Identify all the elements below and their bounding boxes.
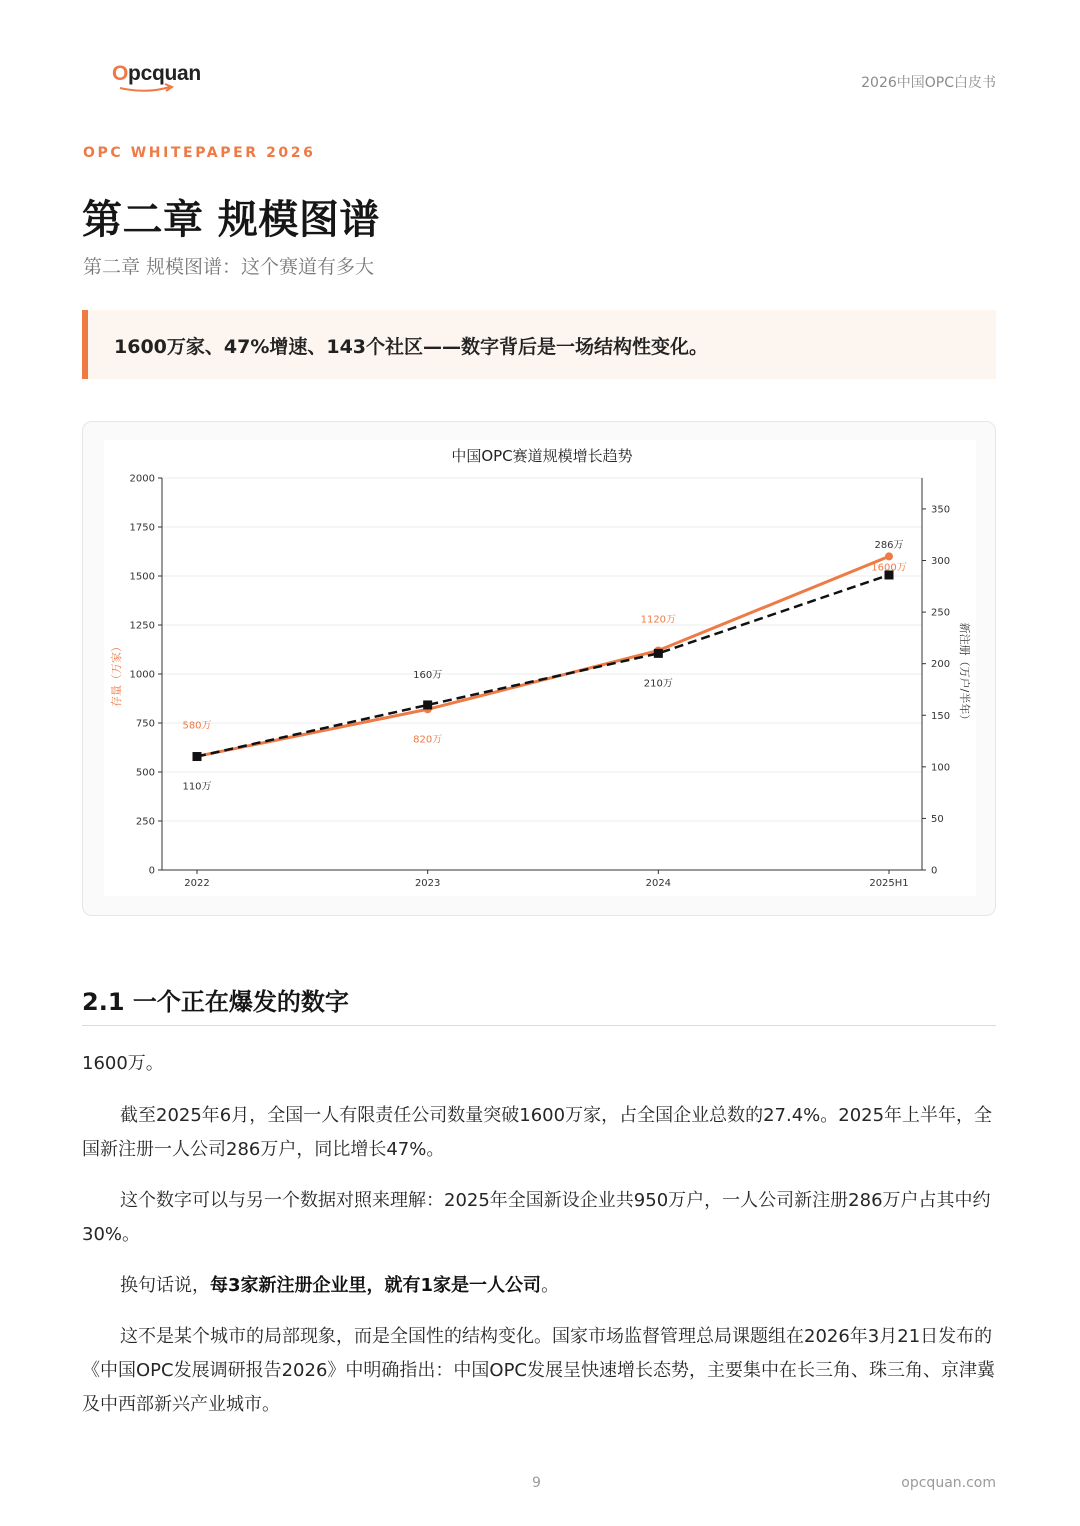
new-reg-point [654,649,663,658]
brand-logo[interactable]: Opcquan [112,62,201,85]
logo-swoosh-icon [118,82,178,94]
paragraph-2: 截至2025年6月，全国一人有限责任公司数量突破1600万家，占全国企业总数的27.4%。2025年上半年，全国新注册一人公司286万户，同比增长47%。 [82,1105,993,1160]
new-reg-data-label: 160万 [413,669,443,681]
y-right-tick-label: 350 [931,504,951,516]
new-reg-data-label: 286万 [874,539,904,551]
page-number: 9 [532,1475,541,1491]
series-stock-line [197,556,889,756]
new-reg-point [193,752,202,761]
stock-point [885,552,893,560]
paragraph-4: 换句话说，每3家新注册企业里，就有1家是一人公司。 [120,1275,560,1296]
growth-line-chart [104,440,976,896]
y-right-tick-label: 250 [931,607,951,619]
y-right-axis-label: 新注册（万户/半年） [958,622,971,726]
x-tick-label: 2023 [414,878,441,889]
stock-data-label: 1120万 [640,614,677,626]
y-right-tick-label: 50 [931,813,944,825]
y-left-tick-label: 2000 [129,473,155,485]
document-title: 2026中国OPC白皮书 [861,75,996,91]
highlight-text: 每3家新注册企业里，就有1家是一人公司 [210,1275,542,1296]
chapter-subtitle: 第二章 规模图谱：这个赛道有多大 [83,256,375,278]
y-left-tick-label: 500 [135,767,155,779]
y-left-tick-label: 1250 [129,620,155,632]
chart-title: 中国OPC赛道规模增长趋势 [451,447,633,465]
paragraph-5: 这不是某个城市的局部现象，而是全国性的结构变化。国家市场监督管理总局课题组在2026年3月21日发布的《中国OPC发展调研报告2026》中明确指出：中国OPC发展呈快速增长态势，主要集中在长三角、珠三角、京津冀及中西部新兴产业城市。 [82,1326,995,1415]
y-left-axis-label: 存量（万家） [110,641,123,707]
chart-area [104,440,976,896]
paragraph-3: 这个数字可以与另一个数据对照来理解：2025年全国新设企业共950万户，一人公司新注册286万户占其中约30%。 [82,1190,991,1245]
y-left-tick-label: 0 [148,865,155,877]
new-reg-data-label: 210万 [643,678,673,690]
y-left-tick-label: 250 [135,816,155,828]
y-left-tick-label: 1750 [129,522,155,534]
y-right-tick-label: 300 [931,556,951,568]
key-stats-callout [82,310,996,379]
stock-data-label: 820万 [413,734,443,746]
chapter-eyebrow: OPC WHITEPAPER 2026 [83,145,316,161]
series-new-reg-line [197,575,889,757]
page-header [82,58,996,98]
x-tick-label: 2025H1 [869,878,909,889]
y-right-tick-label: 0 [931,865,938,877]
section-divider [82,1025,996,1026]
stock-data-label: 580万 [182,720,212,732]
paragraph-1: 1600万。 [82,1053,164,1074]
y-left-tick-label: 1500 [129,571,155,583]
y-right-tick-label: 200 [931,659,951,671]
y-right-tick-label: 150 [931,710,951,722]
chart-card [82,421,996,916]
y-left-tick-label: 1000 [129,669,155,681]
new-reg-point [423,700,432,709]
y-right-tick-label: 100 [931,762,951,774]
x-tick-label: 2024 [645,878,672,889]
section-title: 2.1 一个正在爆发的数字 [82,988,349,1016]
y-left-tick-label: 750 [135,718,155,730]
x-tick-label: 2022 [184,878,210,889]
callout-text: 1600万家、47%增速、143个社区——数字背后是一场结构性变化。 [114,336,709,358]
new-reg-data-label: 110万 [182,781,212,793]
footer-website[interactable]: opcquan.com [901,1475,996,1491]
stock-data-label: 1600万 [871,562,907,574]
chapter-title: 第二章 规模图谱 [82,197,380,243]
